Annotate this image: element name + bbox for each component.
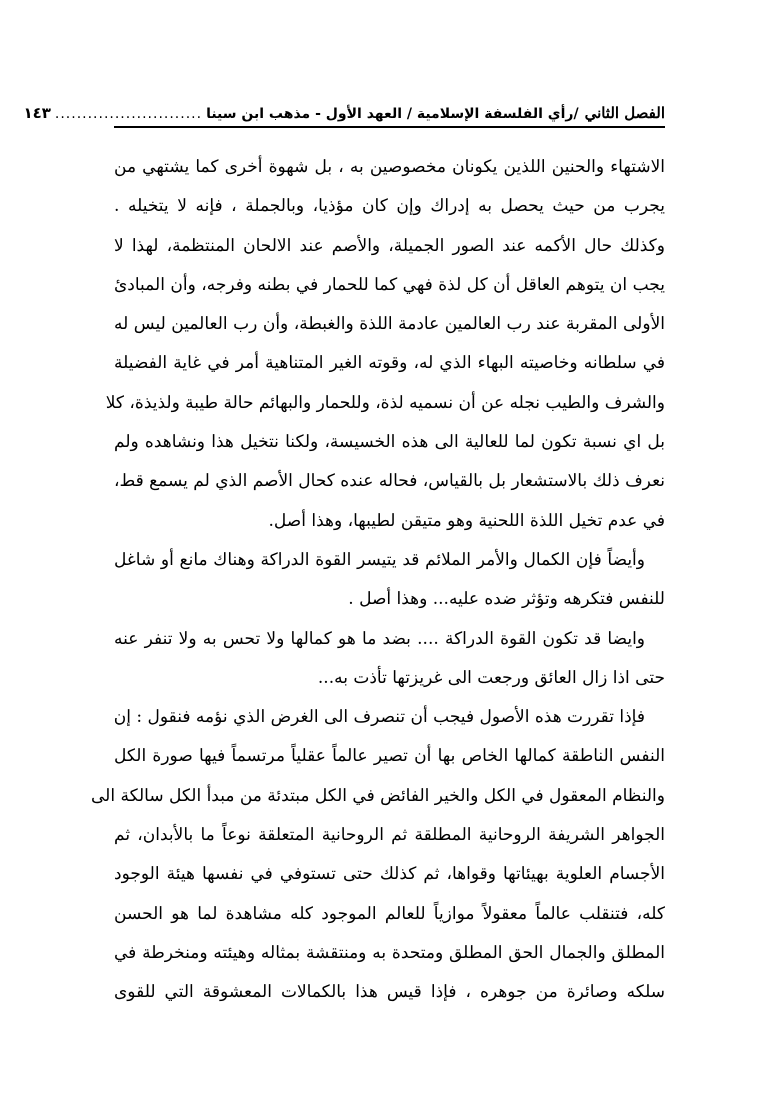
- text-line: وكذلك حال الأكمه عند الصور الجميلة، والأصم عند الالحان المنتظمة، لهذا لا: [114, 235, 665, 256]
- text-line: في عدم تخيل اللذة اللحنية وهو متيقن لطيبها، وهذا أصل.: [268, 510, 665, 531]
- text-line: حتى اذا زال العائق ورجعت الى غريزتها تأذت به...: [317, 667, 665, 688]
- text-line: نعرف ذلك بالاستشعار بل بالقياس، فحاله عنده كحال الأصم الذي لم يسمع قط،: [113, 471, 665, 492]
- page-number: ١٤٣: [23, 104, 51, 122]
- header-rule: [114, 126, 665, 128]
- text-line: سلكه وصائرة من جوهره ، فإذا قيس هذا بالكمالات المعشوقة التي للقوى: [114, 982, 665, 1003]
- text-line: والشرف والطيب نجله عن أن نسميه لذة، وللحمار والبهائم حالة طيبة ولذيذة، كلا: [105, 392, 665, 413]
- text-line: والنظام المعقول في الكل والخير الفائض في الكل مبتدئة من مبدأ الكل سالكة الى: [91, 785, 665, 806]
- chapter-label: الفصل الثاني: [584, 104, 665, 122]
- text-line: في سلطانه وخاصيته البهاء الذي له، وقوته الغير المتناهية أمر في غاية الفضيلة: [114, 353, 665, 374]
- text-line: الجواهر الشريفة الروحانية المطلقة ثم الروحانية المتعلقة نوعاً ما بالأبدان، ثم: [114, 825, 665, 846]
- text-line: الأولى المقربة عند رب العالمين عادمة اللذة والغبطة، وأن رب العالمين ليس له: [114, 314, 665, 335]
- text-line: بل اي نسبة تكون لما للعالية الى هذه الخسيسة، ولكنا نتخيل هذا ونشاهده ولم: [114, 432, 665, 453]
- text-line: وأيضاً فإن الكمال والأمر الملائم قد يتيسر القوة الدراكة وهناك مانع أو شاغل: [114, 549, 645, 570]
- text-line: يجب ان يتوهم العاقل أن كل لذة فهي كما للحمار في بطنه وفرجه، وأن المبادئ: [114, 274, 665, 295]
- text-line: فإذا تقررت هذه الأصول فيجب أن تنصرف الى الغرض الذي نؤمه فنقول : إن: [113, 707, 645, 728]
- body-text: [91, 148, 665, 1013]
- text-line: النفس الناطقة كمالها الخاص بها أن تصير عالماً عقلياً مرتسماً فيها صورة الكل: [114, 746, 665, 767]
- text-line: يجرب من حيث يحصل به إدراك وإن كان مؤذيا، وبالجملة ، فإنه لا يتخيله .: [114, 196, 665, 217]
- text-line: للنفس فتكرهه وتؤثر ضده عليه... وهذا أصل .: [348, 589, 665, 610]
- running-header: [23, 94, 665, 122]
- text-line: الاشتهاء والحنين اللذين يكونان مخصوصين به ، بل شهوة أخرى كما يشتهي من: [114, 157, 665, 177]
- text-line: وايضا قد تكون القوة الدراكة .... بضد ما هو كمالها ولا تحس به ولا تنفر عنه: [114, 628, 645, 649]
- header-title: /رأي الفلسفة الإسلامية / العهد الأول - مذهب ابن سينا: [206, 106, 579, 122]
- text-line: الأجسام العلوية بهيئاتها وقواها، ثم كذلك حتى تستوفي في نفسها هيئة الوجود: [114, 864, 665, 885]
- text-line: كله، فتنقلب عالماً معقولاً موازياً للعالم الموجود كله مشاهدة لما هو الحسن: [114, 903, 665, 924]
- text-line: المطلق والجمال الحق المطلق ومتحدة به ومنتقشة بمثاله وهيئته ومنخرطة في: [114, 942, 665, 963]
- header-leader-dots: ...........................: [54, 106, 203, 122]
